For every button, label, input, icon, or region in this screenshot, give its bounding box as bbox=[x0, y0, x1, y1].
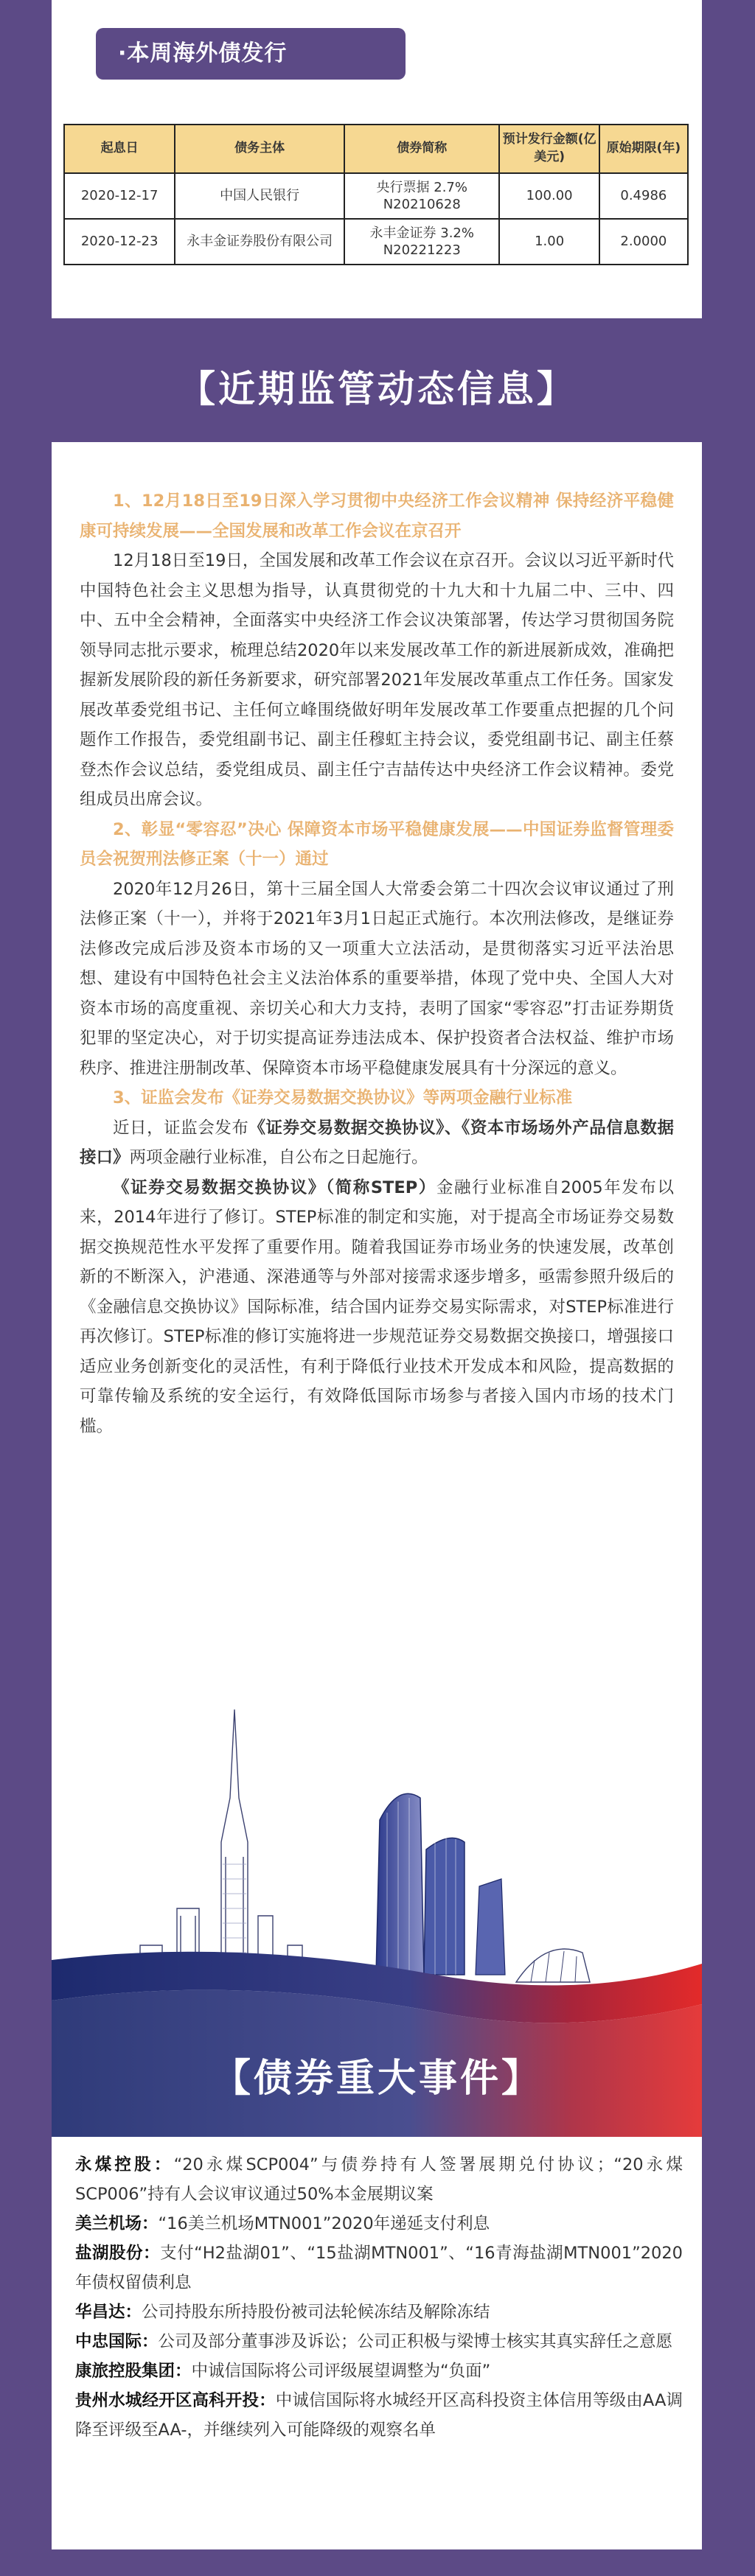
regulatory-item3-step bbox=[80, 1173, 674, 1442]
event-issuer: 中忠国际： bbox=[75, 2332, 159, 2351]
list-item bbox=[75, 2327, 683, 2356]
event-text: 中诚信国际将水城经开区高科投资主体信用等级由AA调降至评级至AA-，并继续列入可能降级的观察名单 bbox=[75, 2391, 683, 2440]
event-issuer: 美兰机场： bbox=[75, 2214, 159, 2233]
section-title-offshore bbox=[96, 28, 406, 80]
regulatory-item1-title: 1、12月18日至19日深入学习贯彻中央经济工作会议精神 保持经济平稳健康可持续发展——全国发展和改革工作会议在京召开 bbox=[80, 491, 674, 541]
event-issuer: 永煤控股： bbox=[75, 2155, 174, 2174]
event-text: 公司及部分董事涉及诉讼；公司正积极与梁博士核实其真实辞任之意愿 bbox=[158, 2332, 673, 2351]
header-issuer: 债务主体 bbox=[175, 125, 344, 173]
table-row bbox=[64, 173, 688, 219]
cell-bond-name: 永丰金证券 3.2% N20221223 bbox=[344, 219, 499, 265]
table-header-row bbox=[64, 125, 688, 173]
list-item bbox=[75, 2209, 683, 2239]
regulatory-item2-title: 2、彰显“零容忍”决心 保障资本市场平稳健康发展——中国证券监督管理委员会祝贺刑法修正案（十一）通过 bbox=[80, 819, 674, 869]
regulatory-item3-body bbox=[80, 1113, 674, 1173]
cell-term: 2.0000 bbox=[599, 219, 688, 265]
list-item bbox=[75, 2239, 683, 2297]
event-issuer: 华昌达： bbox=[75, 2303, 142, 2322]
cell-amount: 100.00 bbox=[499, 173, 599, 219]
regulatory-content bbox=[80, 486, 674, 1441]
bond-events-list bbox=[75, 2150, 683, 2445]
section-title-text: ·本周海外债发行 bbox=[118, 41, 288, 66]
regulatory-item1-body: 12月18日至19日，全国发展和改革工作会议在京召开。会议以习近平新时代中国特色社会主义思想为指导，认真贯彻党的十九大和十九届二中、三中、四中、五中全会精神，全面落实中央经济工作会议决策部署，传达学习贯彻国务院领导同志批示要求，梳理总结2020年以来发展改革工作的新进展新成效，准确把握新发展阶段的新任务新要求，研究部署2021年发展改革重点工作任务。国家发展改革委党组书记、主任何立峰围绕做好明年发展改革工作要重点把握的几个问题作工作报告，委党组副书记、副主任穆虹主持会议，委党组副书记、副主任蔡登杰作会议总结，委党组成员、副主任宁吉喆传达中央经济工作会议精神。委党组成员出席会议。 bbox=[80, 551, 674, 809]
step-standard-text: 金融行业标准自2005年发布以来，2014年进行了修订。STEP标准的制定和实施，对于提高全市场证券交易数据交换规范性水平发挥了重要作用。随着我国证券市场业务的快速发展，改革创新的不断深入，沪港通、深港通等与外部对接需求逐步增多，亟需参照升级后的《金融信息交换协议》国际标准，结合国内证券交易实际需求，对STEP标准进行再次修订。STEP标准的修订实施将进一步规范证券交易数据交换接口，增强接口适应业务创新变化的灵活性，有利于降低行业技术开发成本和风险，提高数据的可靠传输及系统的安全运行，有效降低国际市场参与者接入国内市场的技术门槛。 bbox=[80, 1177, 674, 1436]
header-term: 原始期限(年) bbox=[599, 125, 688, 173]
event-issuer: 康旅控股集团： bbox=[75, 2362, 192, 2381]
cell-bond-name: 央行票据 2.7% N20210628 bbox=[344, 173, 499, 219]
cell-issuer: 永丰金证券股份有限公司 bbox=[175, 219, 344, 265]
cell-term: 0.4986 bbox=[599, 173, 688, 219]
regulatory-item2-body: 2020年12月26日，第十三届全国人大常委会第二十四次会议审议通过了刑法修正案（十一），并将于2021年3月1日起正式施行。本次刑法修改，是继证券法修改完成后涉及资本市场的又一项重大立法活动，是贯彻落实习近平法治思想、建设有中国特色社会主义法治体系的重要举措，体现了党中央、全国人大对资本市场的高度重视、亲切关心和大力支持，表明了国家“零容忍”打击证券期货犯罪的坚定决心，对于切实提高证券违法成本、保护投资者合法权益、维护市场秩序、推进注册制改革、保障资本市场平稳健康发展具有十分深远的意义。 bbox=[80, 879, 674, 1078]
header-value-date: 起息日 bbox=[64, 125, 175, 173]
event-text: “20永煤SCP004”与债券持有人签署展期兑付协议；“20永煤SCP006”持有人会议审议通过50%本金展期议案 bbox=[75, 2155, 683, 2204]
regulatory-item3-title: 3、证监会发布《证券交易数据交换协议》等两项金融行业标准 bbox=[113, 1088, 573, 1107]
table-row bbox=[64, 219, 688, 265]
event-text: 中诚信国际将公司评级展望调整为“负面” bbox=[191, 2362, 491, 2381]
event-issuer: 盐湖股份： bbox=[75, 2244, 161, 2263]
list-item bbox=[75, 2297, 683, 2327]
list-item bbox=[75, 2356, 683, 2386]
offshore-bond-table bbox=[63, 124, 689, 265]
cell-value-date: 2020-12-17 bbox=[64, 173, 175, 219]
event-text: 支付“H2盐湖01”、“15盐湖MTN001”、“16青海盐湖MTN001”2020年债权留债利息 bbox=[75, 2244, 683, 2292]
cell-value-date: 2020-12-23 bbox=[64, 219, 175, 265]
item3-body-part: 两项金融行业标准，自公布之日起施行。 bbox=[129, 1148, 428, 1167]
bond-events-heading: 【债券重大事件】 bbox=[212, 2057, 543, 2101]
header-bond-name: 债券简称 bbox=[344, 125, 499, 173]
list-item bbox=[75, 2386, 683, 2445]
event-issuer: 贵州水城经开区高科开投： bbox=[75, 2391, 276, 2410]
header-amount: 预计发行金额(亿美元) bbox=[499, 125, 599, 173]
cell-amount: 1.00 bbox=[499, 219, 599, 265]
item3-body-part: 近日，证监会发布 bbox=[113, 1118, 249, 1138]
step-standard-name: 《证券交易数据交换协议》（简称STEP） bbox=[113, 1177, 436, 1197]
regulatory-heading: 【近期监管动态信息】 bbox=[178, 368, 577, 410]
cell-issuer: 中国人民银行 bbox=[175, 173, 344, 219]
event-text: “16美兰机场MTN001”2020年递延支付利息 bbox=[158, 2214, 490, 2233]
item3-standards-names: 《证券交易数据交换协议》、《资本市场场外产品信息数据接口》 bbox=[80, 1118, 674, 1167]
list-item bbox=[75, 2150, 683, 2209]
offshore-issuance-card bbox=[52, 0, 702, 318]
event-text: 公司持股东所持股份被司法轮候冻结及解除冻结 bbox=[142, 2303, 490, 2322]
